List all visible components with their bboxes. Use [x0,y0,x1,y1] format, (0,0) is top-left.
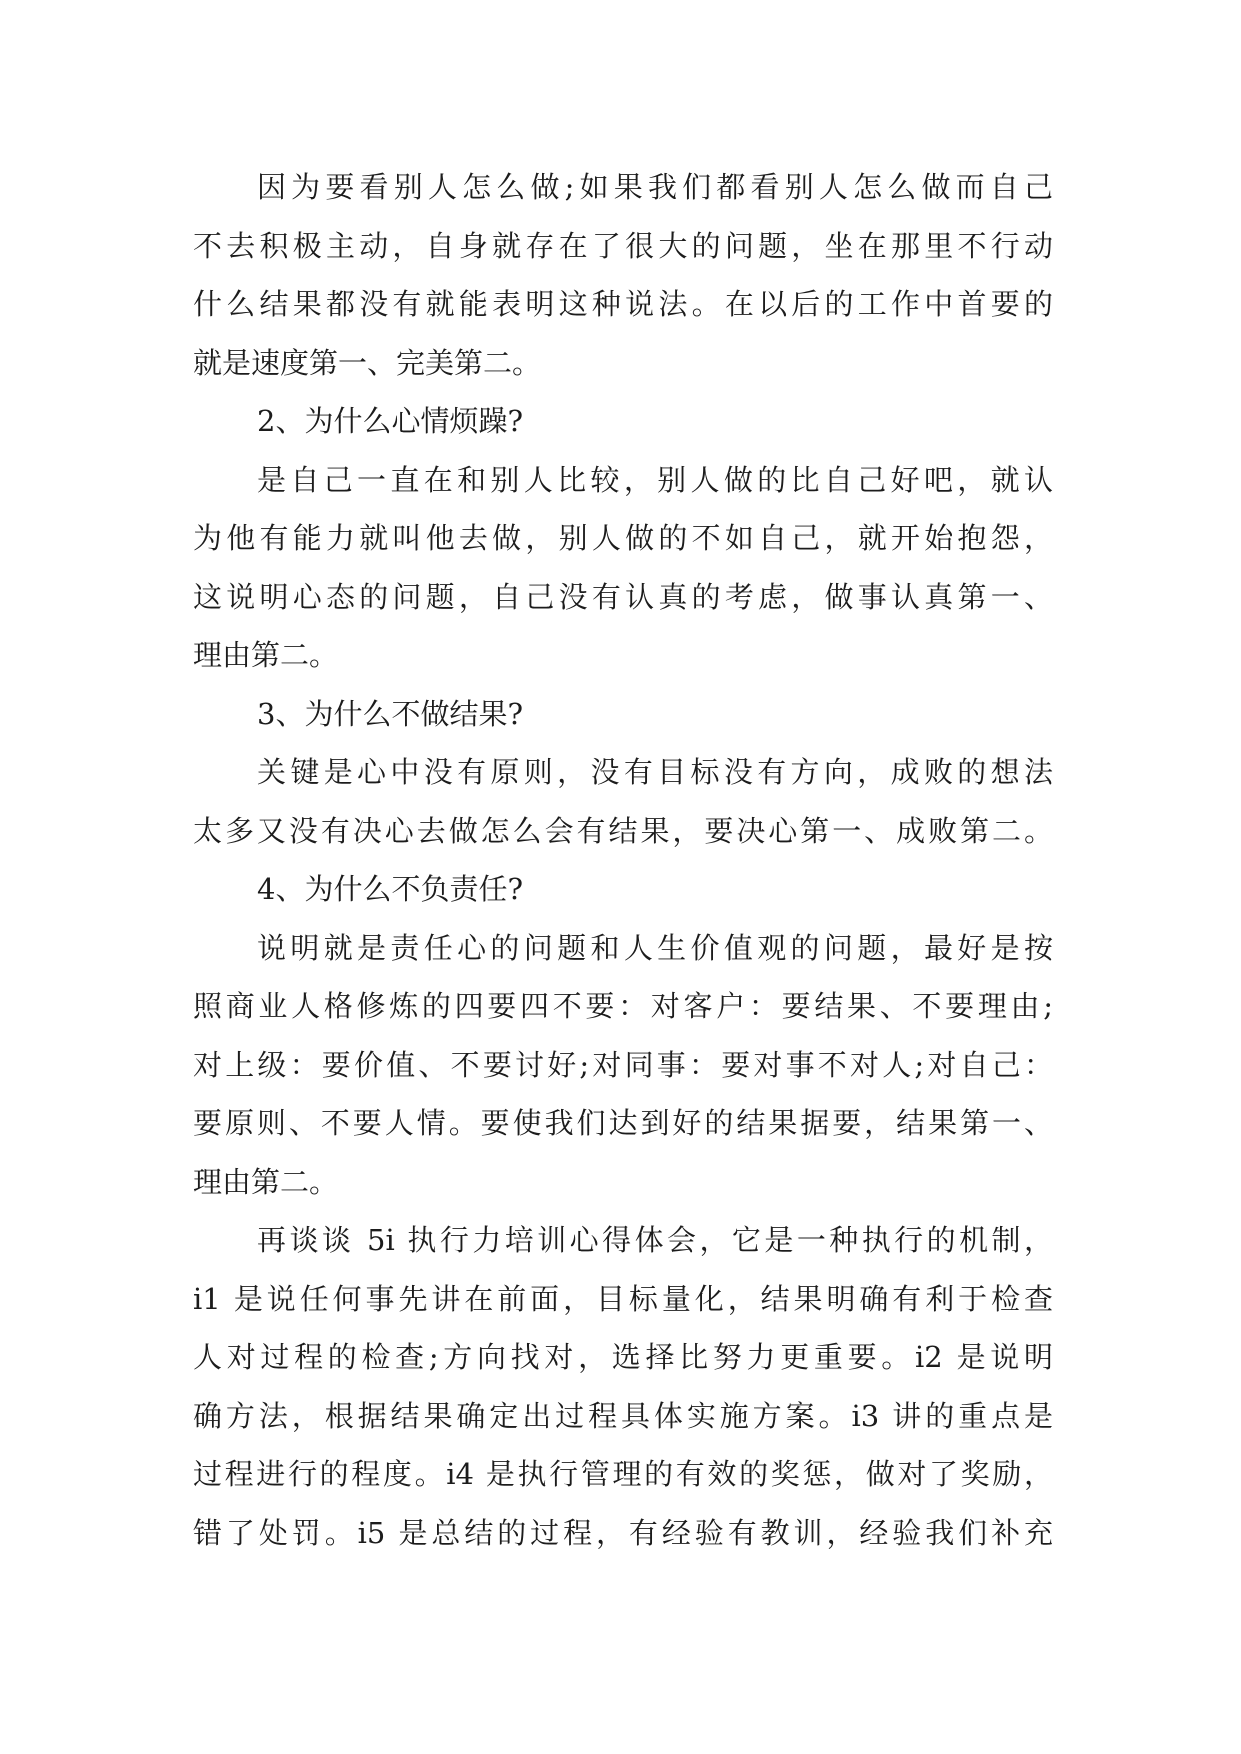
text-line: i1 是说任何事先讲在前面，目标量化，结果明确有利于检查 [193,1281,1053,1316]
text-line: 太多又没有决心去做怎么会有结果，要决心第一、成败第二。 [193,813,1053,848]
text-line: 不去积极主动，自身就存在了很大的问题，坐在那里不行动 [193,228,1053,263]
section-heading: 3、为什么不做结果? [257,696,523,731]
text-line: 理由第二。 [193,1164,339,1199]
text-line: 确方法，根据结果确定出过程具体实施方案。i3 讲的重点是 [193,1398,1053,1433]
text-line: 人对过程的检查;方向找对，选择比努力更重要。i2 是说明 [193,1340,1053,1374]
text-line: 因为要看别人怎么做;如果我们都看别人怎么做而自己 [257,170,1053,204]
text-line: 再谈谈 5i 执行力培训心得体会，它是一种执行的机制， [257,1223,1053,1257]
text-line: 对上级：要价值、不要讨好;对同事：要对事不对人;对自己： [193,1047,1053,1082]
text-line: 什么结果都没有就能表明这种说法。在以后的工作中首要的 [193,287,1053,321]
text-line: 是自己一直在和别人比较，别人做的比自己好吧，就认 [257,462,1053,497]
text-line: 要原则、不要人情。要使我们达到好的结果据要，结果第一、 [193,1106,1053,1140]
text-line: 说明就是责任心的问题和人生价值观的问题，最好是按 [257,930,1053,965]
text-line: 理由第二。 [193,638,339,672]
text-line: 关键是心中没有原则，没有目标没有方向，成败的想法 [257,755,1053,789]
text-line: 照商业人格修炼的四要四不要：对客户：要结果、不要理由; [193,989,1053,1023]
document-body [193,158,1053,1562]
text-line: 这说明心态的问题，自己没有认真的考虑，做事认真第一、 [193,579,1053,614]
text-line: 就是速度第一、完美第二。 [193,345,542,380]
text-line: 过程进行的程度。i4 是执行管理的有效的奖惩，做对了奖励， [193,1457,1053,1491]
section-heading: 2、为什么心情烦躁? [257,404,523,438]
text-line: 错了处罚。i5 是总结的过程，有经验有教训，经验我们补充 [193,1515,1053,1550]
text-line: 为他有能力就叫他去做，别人做的不如自己，就开始抱怨， [193,521,1053,555]
section-heading: 4、为什么不负责任? [257,872,523,906]
